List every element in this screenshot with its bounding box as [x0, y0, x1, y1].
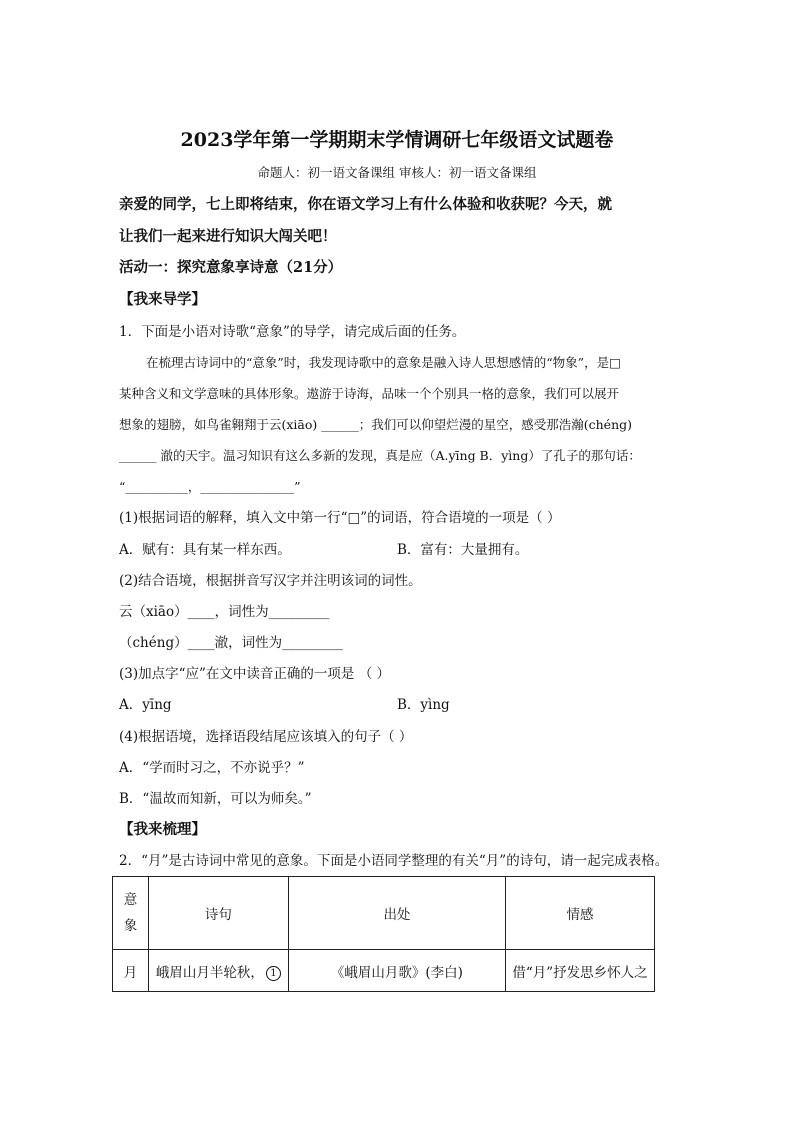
- cell-image: 月: [113, 950, 149, 992]
- sub-question-3-option-b: B．yìng: [397, 697, 450, 713]
- cell-emotion: 借“月”抒发思乡怀人之: [506, 950, 655, 992]
- intro-line-2: 让我们一起来进行知识大闯关吧！: [119, 228, 337, 245]
- exam-authors: 命题人：初一语文备课组 审核人：初一语文备课组: [257, 165, 537, 180]
- moon-imagery-table: [112, 876, 655, 992]
- exam-title: 2023学年第一学期期末学情调研七年级语文试题卷: [180, 129, 614, 151]
- sub-question-4-option-b: B．“温故而知新，可以为师矣。”: [119, 791, 312, 807]
- header-verse: 诗句: [148, 877, 288, 950]
- passage-line-5: “__________，_______________”: [119, 479, 301, 494]
- question-1-stem: 1．下面是小语对诗歌“意象”的导学，请完成后面的任务。: [119, 324, 466, 340]
- passage-line-2: 某种含义和文学意味的具体形象。遨游于诗海，品味一个个别具一格的意象，我们可以展开: [119, 386, 620, 401]
- sub-question-1: (1)根据词语的解释，填入文中第一行“□”的词语，符合语境的一项是（ ）: [119, 510, 561, 526]
- passage-line-4: ______ 澈的天宇。温习知识有这么多新的发现，真是应（A.yīng B．yìng）了孔子的那句话：: [119, 448, 641, 463]
- verse-text: 峨眉山月半轮秋，: [155, 964, 264, 981]
- sub-question-4: (4)根据语境，选择语段结尾应该填入的句子（ ）: [119, 729, 413, 745]
- sub-question-3: (3)加点字“应”在文中读音正确的一项是 （ ）: [119, 666, 391, 682]
- sub-question-2-line-2: （chéng）____澈，词性为_________: [119, 635, 343, 651]
- sub-question-2-line-1: 云（xiāo）____，词性为_________: [119, 604, 330, 620]
- cell-source: 《峨眉山月歌》(李白): [288, 950, 505, 992]
- sub-question-3-option-a: A．yīng: [119, 697, 172, 713]
- table-header-row: [113, 877, 655, 950]
- passage-line-1: 在梳理古诗词中的“意象”时，我发现诗歌中的意象是融入诗人思想感情的“物象”，是□: [146, 355, 621, 370]
- section-sort-heading: 【我来梳理】: [119, 821, 206, 838]
- table-row: [113, 950, 655, 992]
- passage-line-3: 想象的翅膀，如鸟雀翱翔于云(xiāo) ______；我们可以仰望烂漫的星空，感受那浩瀚(chéng): [119, 417, 633, 432]
- activity-heading: 活动一：探究意象享诗意（21分）: [119, 259, 343, 276]
- header-image: 意象: [113, 877, 149, 950]
- intro-line-1: 亲爱的同学，七上即将结束，你在语文学习上有什么体验和收获呢？今天，就: [119, 196, 612, 213]
- question-2-stem: 2．“月”是古诗词中常见的意象。下面是小语同学整理的有关“月”的诗句，请一起完成表格。: [119, 853, 669, 869]
- sub-question-1-option-b: B．富有：大量拥有。: [397, 542, 529, 558]
- section-guide-heading: 【我来导学】: [119, 291, 206, 308]
- sub-question-1-option-a: A．赋有：具有某一样东西。: [119, 542, 291, 558]
- header-source: 出处: [288, 877, 505, 950]
- cell-verse: [148, 950, 288, 992]
- sub-question-4-option-a: A．“学而时习之，不亦说乎？”: [119, 760, 305, 776]
- blank-number-badge: 1: [266, 966, 281, 981]
- header-emotion: 情感: [506, 877, 655, 950]
- sub-question-2: (2)结合语境，根据拼音写汉字并注明该词的词性。: [119, 573, 422, 589]
